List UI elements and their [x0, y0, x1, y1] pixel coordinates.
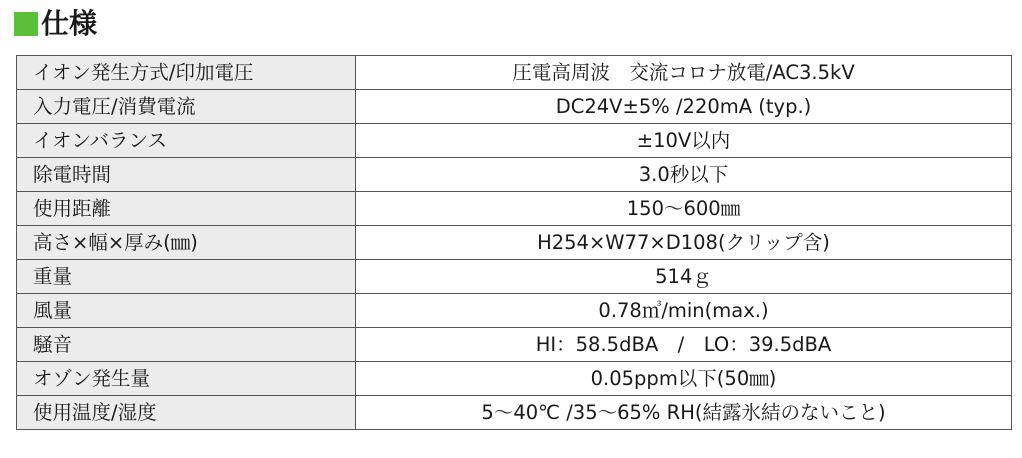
- spec-value: ±10V以内: [356, 124, 1012, 158]
- table-row: [17, 362, 1012, 396]
- table-row: [17, 260, 1012, 294]
- table-row: [17, 294, 1012, 328]
- spec-label: 高さ×幅×厚み(㎜): [17, 226, 356, 260]
- table-row: [17, 90, 1012, 124]
- section-title: 仕様: [41, 7, 98, 40]
- spec-label: オゾン発生量: [17, 362, 356, 396]
- spec-label: 使用距離: [17, 192, 356, 226]
- spec-value: 3.0秒以下: [356, 158, 1012, 192]
- table-row: [17, 124, 1012, 158]
- spec-label: 除電時間: [17, 158, 356, 192]
- table-row: [17, 328, 1012, 362]
- spec-value: 0.05ppm以下(50㎜): [356, 362, 1012, 396]
- spec-value: DC24V±5% /220mA (typ.): [356, 90, 1012, 124]
- spec-label: 使用温度/湿度: [17, 396, 356, 430]
- spec-value: H254×W77×D108(クリップ含): [356, 226, 1012, 260]
- spec-value: 514ｇ: [356, 260, 1012, 294]
- table-row: [17, 56, 1012, 90]
- spec-label: 重量: [17, 260, 356, 294]
- spec-label: イオン発生方式/印加電圧: [17, 56, 356, 90]
- spec-value: 0.78㎥/min(max.): [356, 294, 1012, 328]
- table-row: [17, 192, 1012, 226]
- spec-value: 圧電高周波 交流コロナ放電/AC3.5kV: [356, 56, 1012, 90]
- spec-label: 入力電圧/消費電流: [17, 90, 356, 124]
- spec-label: 騒音: [17, 328, 356, 362]
- spec-value: 150～600㎜: [356, 192, 1012, 226]
- spec-label: イオンバランス: [17, 124, 356, 158]
- table-row: [17, 226, 1012, 260]
- table-row: [17, 396, 1012, 430]
- spec-table: [16, 55, 1012, 430]
- section-heading: [14, 4, 97, 44]
- table-row: [17, 158, 1012, 192]
- heading-square-icon: [14, 12, 38, 36]
- spec-label: 風量: [17, 294, 356, 328]
- spec-value: 5～40℃ /35～65% RH(結露氷結のないこと): [356, 396, 1012, 430]
- spec-value: HI：58.5dBA / LO：39.5dBA: [356, 328, 1012, 362]
